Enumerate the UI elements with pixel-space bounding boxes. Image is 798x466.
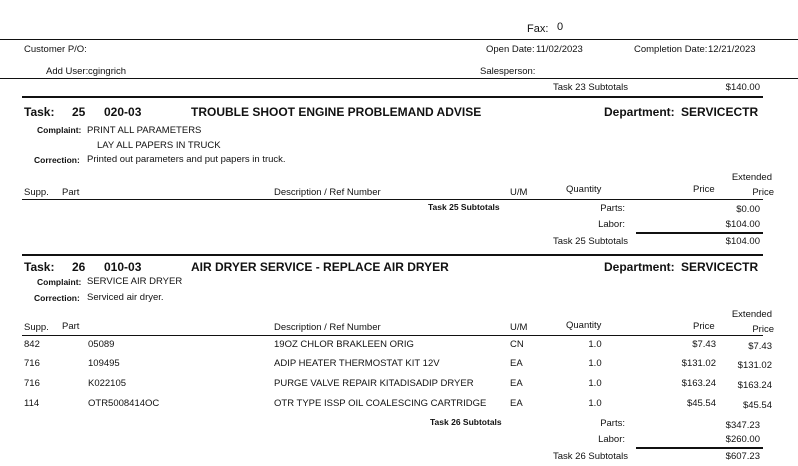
task26-labor-label: Labor:	[598, 434, 625, 445]
task25-col-ext1: Extended	[731, 172, 772, 183]
task25-col-um: U/M	[510, 187, 528, 198]
task25-department-label: Department:	[604, 105, 675, 119]
task25-col-supp: Supp.	[24, 187, 49, 198]
task25-correction: Printed out parameters and put papers in truck.	[87, 154, 286, 165]
row-qty: 1.0	[588, 358, 602, 369]
task25-subtotals-label: Task 25 Subtotals	[553, 236, 628, 247]
task23-subtotals-label: Task 23 Subtotals	[553, 82, 628, 93]
task25-subtotals-bold: Task 25 Subtotals	[428, 202, 500, 212]
task26-code: 010-03	[104, 260, 142, 274]
task25-col-qty: Quantity	[566, 184, 602, 195]
task26-number: 26	[72, 260, 86, 274]
task26-col-price: Price	[693, 321, 715, 332]
top-rule	[0, 39, 798, 40]
row-part: 05089	[88, 339, 115, 350]
salesperson-label: Salesperson:	[480, 66, 536, 77]
row-ext: $131.02	[737, 360, 772, 371]
task26-labor-value: $260.00	[725, 434, 760, 445]
row-part: OTR5008414OC	[88, 398, 160, 409]
task25-code: 020-03	[104, 105, 142, 119]
row-price: $163.24	[681, 378, 716, 389]
row-desc: ADIP HEATER THERMOSTAT KIT 12V	[274, 358, 440, 369]
row-desc: OTR TYPE ISSP OIL COALESCING CARTRIDGE	[274, 398, 487, 409]
task26-col-qty: Quantity	[566, 320, 602, 331]
row-supp: 114	[24, 398, 40, 409]
task25-parts-value: $0.00	[736, 204, 760, 215]
task25-label: Task:	[24, 105, 55, 119]
task26-col-ext1: Extended	[731, 309, 772, 320]
task25-column-rule	[22, 199, 763, 200]
row-um: EA	[510, 358, 523, 369]
task26-subtotals-bold: Task 26 Subtotals	[430, 417, 502, 427]
task25-col-part: Part	[62, 187, 80, 198]
task26-department: SERVICECTR	[681, 260, 759, 274]
open-date-value: 11/02/2023	[536, 44, 583, 55]
task25-number: 25	[72, 105, 86, 119]
task26-subtotal-value: $607.23	[725, 451, 760, 462]
task26-subtotal-rule	[636, 447, 763, 449]
task25-col-price: Price	[693, 184, 715, 195]
row-um: EA	[510, 398, 523, 409]
row-desc: PURGE VALVE REPAIR KITADISADIP DRYER	[274, 378, 474, 389]
task25-complaint-line2: LAY ALL PAPERS IN TRUCK	[97, 140, 221, 151]
task25-labor-value: $104.00	[725, 219, 760, 230]
task23-subtotal-value: $140.00	[725, 82, 760, 93]
task26-col-part: Part	[62, 321, 80, 332]
row-um: CN	[510, 339, 524, 350]
row-supp: 716	[24, 358, 40, 369]
task25-subtotal-value: $104.00	[725, 236, 760, 247]
task26-correction-label: Correction:	[34, 293, 80, 303]
task25-correction-label: Correction:	[34, 155, 80, 165]
task26-top-rule	[22, 254, 763, 256]
add-user-label: Add User:	[46, 66, 89, 77]
task26-complaint-line1: SERVICE AIR DRYER	[87, 276, 183, 287]
task26-col-ext2: Price	[752, 324, 774, 335]
fax-label: Fax:	[527, 23, 549, 35]
task26-parts-value: $347.23	[725, 420, 760, 431]
task25-col-desc: Description / Ref Number	[274, 187, 381, 198]
row-qty: 1.0	[588, 378, 602, 389]
task26-title: AIR DRYER SERVICE - REPLACE AIR DRYER	[191, 260, 449, 274]
task25-complaint-label: Complaint:	[37, 125, 82, 135]
row-price: $7.43	[692, 339, 716, 350]
row-price: $45.54	[686, 398, 716, 409]
task26-correction: Serviced air dryer.	[87, 292, 164, 303]
completion-date-label: Completion Date:	[634, 44, 708, 55]
task26-complaint-label: Complaint:	[37, 277, 82, 287]
row-ext: $45.54	[742, 400, 772, 411]
row-um: EA	[510, 378, 523, 389]
task25-department: SERVICECTR	[681, 105, 759, 119]
task26-subtotals-label: Task 26 Subtotals	[553, 451, 628, 462]
task25-top-rule	[22, 96, 763, 98]
row-supp: 716	[24, 378, 40, 389]
row-supp: 842	[24, 339, 40, 350]
task26-parts-label: Parts:	[600, 418, 625, 429]
task25-complaint-line1: PRINT ALL PARAMETERS	[87, 125, 202, 136]
row-desc: 19OZ CHLOR BRAKLEEN ORIG	[274, 339, 414, 350]
task25-labor-label: Labor:	[598, 219, 625, 230]
task26-col-um: U/M	[510, 322, 528, 333]
fax-value: 0	[557, 21, 564, 33]
row-ext: $163.24	[737, 380, 772, 391]
row-part: K022105	[88, 378, 127, 389]
row-qty: 1.0	[588, 398, 602, 409]
header-rule	[0, 78, 798, 79]
task25-parts-label: Parts:	[600, 203, 625, 214]
task25-col-ext2: Price	[752, 187, 774, 198]
row-price: $131.02	[681, 358, 716, 369]
row-qty: 1.0	[588, 339, 602, 350]
row-ext: $7.43	[748, 341, 772, 352]
customer-po-label: Customer P/O:	[24, 44, 87, 55]
task26-column-rule	[22, 335, 763, 336]
task26-department-label: Department:	[604, 260, 675, 274]
row-part: 109495	[88, 358, 120, 369]
add-user-value: cgingrich	[88, 66, 127, 77]
open-date-label: Open Date:	[486, 44, 535, 55]
task26-label: Task:	[24, 260, 55, 274]
completion-date-value: 12/21/2023	[708, 44, 756, 55]
task26-col-supp: Supp.	[24, 322, 49, 333]
task25-title: TROUBLE SHOOT ENGINE PROBLEMAND ADVISE	[191, 105, 482, 119]
task25-subtotal-rule	[636, 232, 763, 234]
task26-col-desc: Description / Ref Number	[274, 322, 381, 333]
